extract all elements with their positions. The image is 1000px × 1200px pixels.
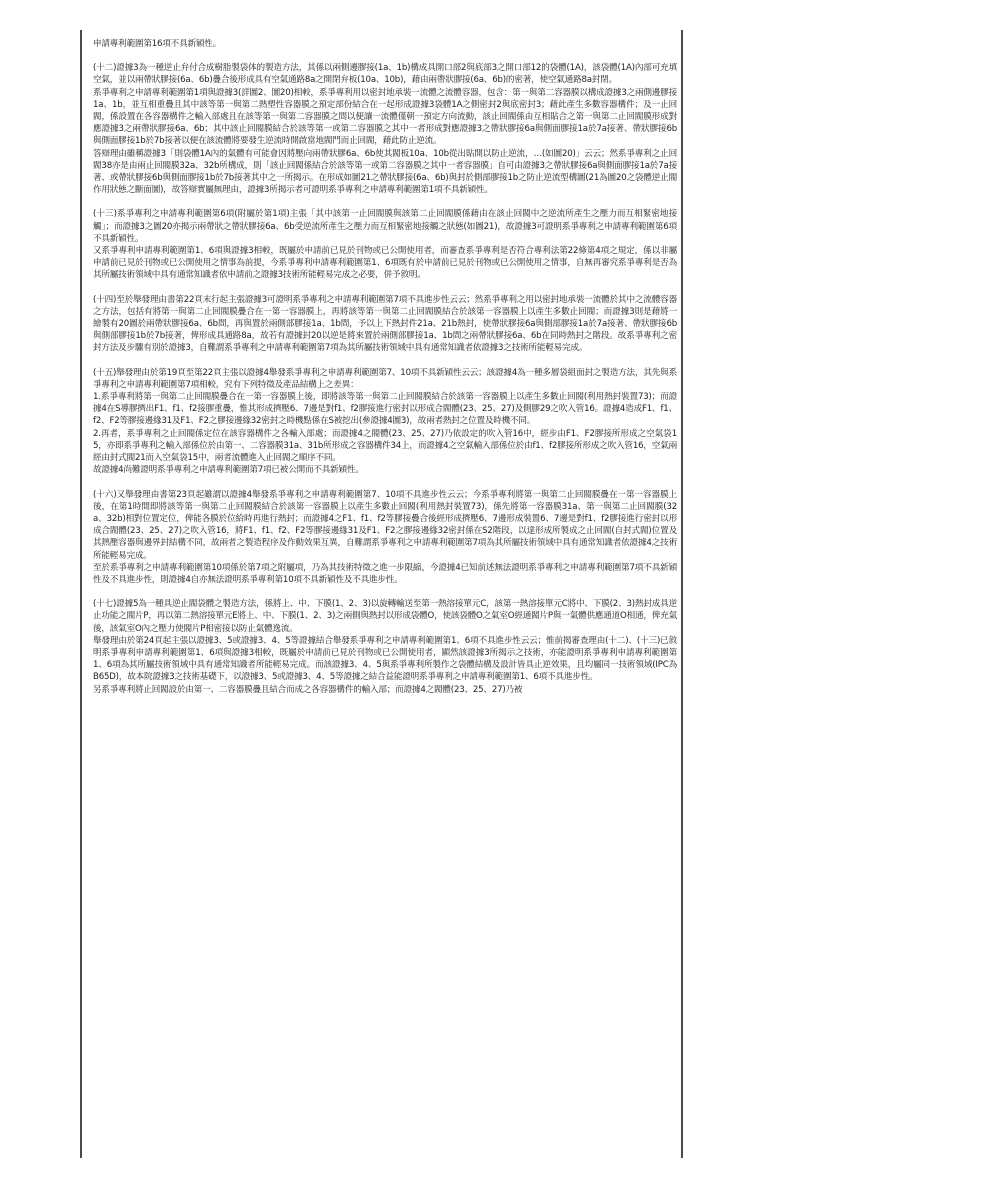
- right-margin-rule: [681, 30, 683, 1158]
- paragraph-17: (十七)證據5為一種具逆止閥袋體之製造方法，係將上、中、下膜(1、2、3)以旋轉輸送至第一熱溶接單元C，該第一熱溶接單元C將中、下膜(2、3)熱封成具逆止功能之閥片P，再以第二熱溶接單元E將上、中、下膜(1、2、3)之兩側與熱封以形成袋體O，使該袋體O之氣室O經通閥片P與一氣體供應通道O相通，俾充氣後，該氣室O內之壓力使閥片P相密接以防止氣體逸流。 舉發理由於第24頁起主張以證據3、5或證據3、4、5等證據結合舉發系爭專利之申請專利範圍第1、6項不具進步性云云；惟前揭審查理由(十二)、(十三)已敘明系爭專利申請專利範圍第1、6項與證據3相較，既屬於申請前已見於刊物或已公開使用者，顯然該證據3所揭示之技術，亦能證明系爭專利申請專利範圍第1、6項為其所屬技術領域中具有通常知識者所能輕易完成。而該證據3、4、5與系爭專利所製作之袋體結構及設計皆具止逆效果，且均屬同一技術領域(IPC為B65D)，故本院證據3之技術基礎下，以證據3、5或證據3、4、5等證據之結合益能證明系爭專利之申請專利範圍第1、6項不具進步性。 另系爭專利將止回閥設於由第一、二容器膜疊且結合而成之各容器構件的輸入部；而證據4之閥體(23、25、27)乃被: [93, 599, 677, 695]
- document-body: [93, 38, 677, 1150]
- left-margin-rule: [80, 30, 82, 1158]
- paragraph-16: (十六)又舉發理由書第23頁起雖謂以證據4舉發系爭專利之申請專利範圍第7、10項不具進步性云云；今系爭專利將第一與第二止回閥膜疊在一第一容器膜上後，在第1時間即將該等第一與第二止回閥膜結合於該第一容器膜上以產生多數止回閥(利用熱封裝置73)，係先將第一容器膜31a、第一與第二止回閥膜(32a、32b)相對位置定位，俾能各膜於位給時再進行熱封；而證據4之F1、f1、f2等膠接疊合後經形成擠壓6、7邊形成裝置6、7邊是對f1、f2膠接進行密封以形成合閥體(23、25、27)之吹入管16，將F1、f1、f2、F2等膠接邊緣31及F1、F2之膠接邊緣32密封係在S2階段，以達形成所製成之止回閥(自封式閥)位置及其熱壓容器與邊界封結構不同，故兩者之製造程序及作動效果互異，自難謂系爭專利之申請專利範圍第7項為其所屬技術領域中具有通常知識者依證據4之技術所能輕易完成。 至於系爭專利之申請專利範圍第10項係於第7項之附屬項，乃為其技術特徵之進一步限縮，今證據4已知前述無法證明系爭專利之申請專利範圍第7項不具新穎性及不具進步性，則證據4自亦無法證明系爭專利第10項不具新穎性及不具進步性。: [93, 489, 677, 585]
- paragraph-15: (十五)舉發理由於第19頁至第22頁主張以證據4舉發系爭專利之申請專利範圍第7、10項不具新穎性云云；該證據4為一種多層袋組面封之製造方法，其先與系爭專利之申請專利範圍第7項相較，究有下列特徵及產品結構上之差異： 1.系爭專利將第一與第二止回閥膜疊合在一第一容器膜上後，即將該等第一與第二止回閥膜結合於該第一容器膜上以產生多數止回閥(利用熱封裝置73)；而證據4在S導膠擠出F1、f1、f2接膠重疊，惟其形成擠壓6、7邊是對f1、f2膠接進行密封以形成合閥體(23、25、27)及側膠29之吹入管16。證據4造成F1、f1、f2、F2等膠接邊緣31及F1、F2之膠接邊緣32密封之時機點係在S被挖出(參證據4圖3)，故兩者熱封之位置及時機不同。 2.再者，系爭專利之止回閥係定位在該容器構件之各輸入部處；而證據4之閥體(23、25、27)乃依設定的吹入管16中，經步由F1、F2膠接所形成之空氣袋15，亦即系爭專利之輸入部係位於由第一、二容器膜31a、31b所形成之容器構件34上，而證據4之空氣輸入部係位於由f1、f2膠接所形成之吹入管16，空氣兩經由封式閥21而入空氣袋15中，兩者流體進入止回閥之順序不同。 故證據4尚難證明系爭專利之申請專利範圍第7項已被公開而不具新穎性。: [93, 367, 677, 476]
- paragraph-continuation: 申請專利範圍第16項不具新穎性。: [93, 39, 222, 49]
- paragraph-14: (十四)至於舉發理由書第22頁末行起主張證據3可證明系爭專利之申請專利範圍第7項不具進步性云云；然系爭專利之用以密封地承裝一流體於其中之流體容器之方法，包括有將第一與第二止回閥膜疊合在一第一容器膜上，再將該等第一與第二止回閥膜結合於該第一容器膜上以產生多數止回閥；而證據3則是藉將一繪製有20圖於兩帶狀膠接6a、6b間，再與置於兩側部膠接1a、1b間，予以上下熱封件21a、21b熱封，使帶狀膠接6a與側部膠接1a於7a接著、帶狀膠接6b與側部膠接1b於7b接著，俾形成具通路8a，故若有證據封20以逆是將來置於兩側部膠接1a、1b間之兩帶狀膠接6a、6b在同時熱封之階段。故系爭專利之密封方法及步驟有別於證據3，自難謂系爭專利之申請專利範圍第7項為其所屬技術領域中具有通常知識者依證據3之技術所能輕易完成。: [93, 294, 677, 354]
- paragraph-12: (十二)證據3為一種逆止弁付合成樹脂製袋体的製造方法，其係以兩側邊膠接(1a、1b)構成具開口部2與底部3之開口部12的袋體(1A)，該袋體(1A)內部可充填空氣，並以兩帶狀膠接(6a、6b)疊合後形成具有空氣通路8a之開閉弁板(10a、10b)，藉由兩帶狀膠接(6a、6b)的密著，使空氣通路8a封閉。 系爭專利之申請專利範圍第1項與證據3(詳圖2、圖20)相較，系爭專利用以密封地承裝一流體之流體容器，包含：第一與第二容器膜以構成證據3之兩側邊膠接1a、1b，並互相重疊且其中該等第一與第二熱塑性容器膜之預定部份結合在一起形成證據3袋體1A之側密封2與底密封3；藉此產生多數容器構件；及一止回閥，係設置在各容器構件之輸入部處且在該等第一與第二容器膜之間以便讓一流體僅朝一預定方向流動，該止回閥係由互相貼合之第一與第二止回閥膜形成對應證據3之兩帶狀膠接6a、6b；其中該止回閥膜結合於該等第一或第二容器膜之其中一者形成對應證據3之帶狀膠接6a與側面膠接1a於7a接著、帶狀膠接6b與側面膠接1b於7b接著以便在該流體將要發生逆流時開啟當地閥門而止回閥，藉此防止逆流。 答辯理由雖稱證據3「則袋體1A內的氣體有可能會因將壓向兩帶狀膠6a、6b使其閥板10a、10b從出貼開以防止逆流，…(如圖20)」云云；然系爭專利之止回閥38亦是由兩止回閥膜32a、32b所構成，則「該止回閥係結合於該等第一或第二容器膜之其中一者容器膜」自可由證據3之帶狀膠接6a與側面膠接1a於7a接著、或帶狀膠接6b與側面膠接1b於7b接著其中之一所揭示。在形成如圖21之帶狀膠接(6a、6b)與封於側部膠接1b之防止逆流型構圖(21為圖20之袋體逆止閥作用狀態之斷面圖)，故答辯實屬無理由，證據3所揭示者可證明系爭專利之申請專利範圍第1項不具新穎性。: [93, 63, 677, 196]
- paragraph-13: (十三)系爭專利之申請專利範圍第6項(附屬於第1項)主張「其中該第一止回閥膜與該第二止回閥膜係藉由在該止回閥中之逆流所產生之壓力而互相緊密地接觸」；而證據3之圖20亦揭示兩帶狀之帶狀膠接6a、6b受逆流所產生之壓力而互相緊密地接觸之狀態(如圖21)，故證據3可證明系爭專利之申請專利範圍第6項不具新穎性。 又系爭專利申請專利範圍第1、6項與證據3相較，既屬於申請前已見於刊物或已公開使用者，而審查系爭專利是否符合專利法第22條第4項之規定，係以非屬申請前已見於刊物或已公開使用之情事為前提，今系爭專利申請專利範圍第1、6項既有於申請前已見於刊物或已公開使用之情事，自無再審究系爭專利是否為其所屬技術領域中具有通常知識者依申請前之證據3技術所能輕易完成之必要，併予敘明。: [93, 209, 677, 281]
